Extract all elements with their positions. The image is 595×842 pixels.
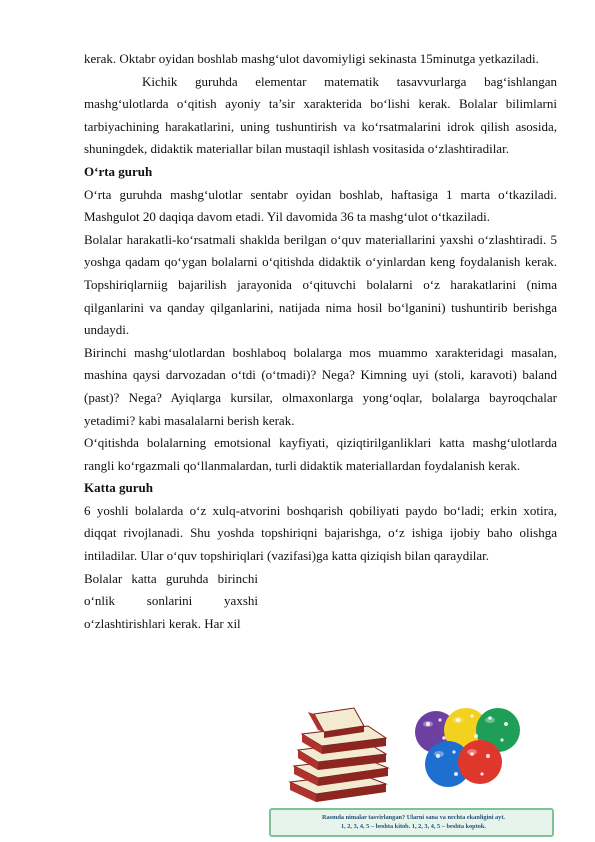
paragraph: Bolalar katta guruhda birinchi o‘nlik sonlarini yaxshi o‘zlashtirishlari kerak. Har xil	[84, 570, 258, 631]
paragraph: Kichik guruhda elementar matematik tasavvurlarga bag‘ishlangan mashg‘ulotlarda o‘qitish ayoniy ta’sir xarakterida bo‘lishi kerak. Bolalar bilimlarni tarbiyachining harakatlarini, uning tushuntirish va ko‘rsatmalarini idrok qilish asosida, shuningdek, didaktik materiallar bilan mustaqil ishlash vositasida o‘zlashtiradilar.	[84, 73, 557, 157]
section-heading: Katta guruh	[84, 480, 153, 496]
document-page	[84, 48, 557, 635]
section-heading: O‘rta guruh	[84, 163, 153, 179]
paragraph: kerak. Oktabr oyidan boshlab mashg‘ulot davomiyligi sekinasta 15minutga yetkaziladi.	[84, 51, 539, 66]
books-stack	[290, 708, 388, 802]
caption-answer: 1, 2, 3, 4, 5 – beshta kitob. 1, 2, 3, 4, 5 – beshta koptok.	[340, 822, 487, 830]
paragraph: O‘qitishda bolalarning emotsional kayfiyati, qiziqtirilganliklari katta mashg‘ulotlarda rangli ko‘rgazmali qo‘llanmalardan, turli didaktik materiallardan foydalanish kerak.	[84, 435, 557, 473]
paragraph: Bolalar harakatli-ko‘rsatmali shaklda berilgan o‘quv materiallarini yaxshi o‘zlashtiradi. 5 yoshga qadam qo‘ygan bolalarni o‘qitishda didaktik o‘yinlardan keng foydalanish kerak. Topshiriqlarniig bajarilish jarayonida o‘qituvchi bolalarni o‘z harakatlarini (nima qilganlarini va qanday qilganlarini, natijada nima hosil bo‘lganini) tushuntirib berishga undaydi.	[84, 231, 557, 338]
caption-question: Rasmda nimalar tasvirlangan? Ularni sana va nechta ekanligini ayt.	[321, 814, 506, 821]
paragraph: Birinchi mashg‘ulotlardan boshlaboq bolalarga mos muammo xarakteridagi masalan, mashina qaysi darvozadan o‘tdi (o‘tmadi)? Nega? Kimning uyi (stoli, karavoti) baland (past)? Nega? Ayiqlarga kursilar, olmaxonlarga yong‘oqlar, bolalarga bayroqchalar yetadimi? kabi masalalarni berish kerak.	[84, 344, 557, 428]
figure-caption	[269, 808, 554, 837]
paragraph: O‘rta guruhda mashg‘ulotlar sentabr oyidan boshlab, haftasiga 1 marta o‘tkaziladi. Mashgulot 20 daqiqa davom etadi. Yil davomida 36 ta mashg‘ulot o‘tkaziladi.	[84, 186, 557, 225]
balls-group	[415, 708, 520, 787]
paragraph: 6 yoshli bolalarda o‘z xulq-atvorini boshqarish qobiliyati paydo bo‘ladi; erkin xotira, diqqat rivojlanadi. Shu yoshda topshiriqni bajarishga, o‘z ishiga ijobiy baho olishga intiladilar. Ular o‘quv topshiriqlari (vazifasi)ga katta qiziqish bilan qaraydilar.	[84, 502, 557, 564]
ball	[458, 740, 502, 784]
